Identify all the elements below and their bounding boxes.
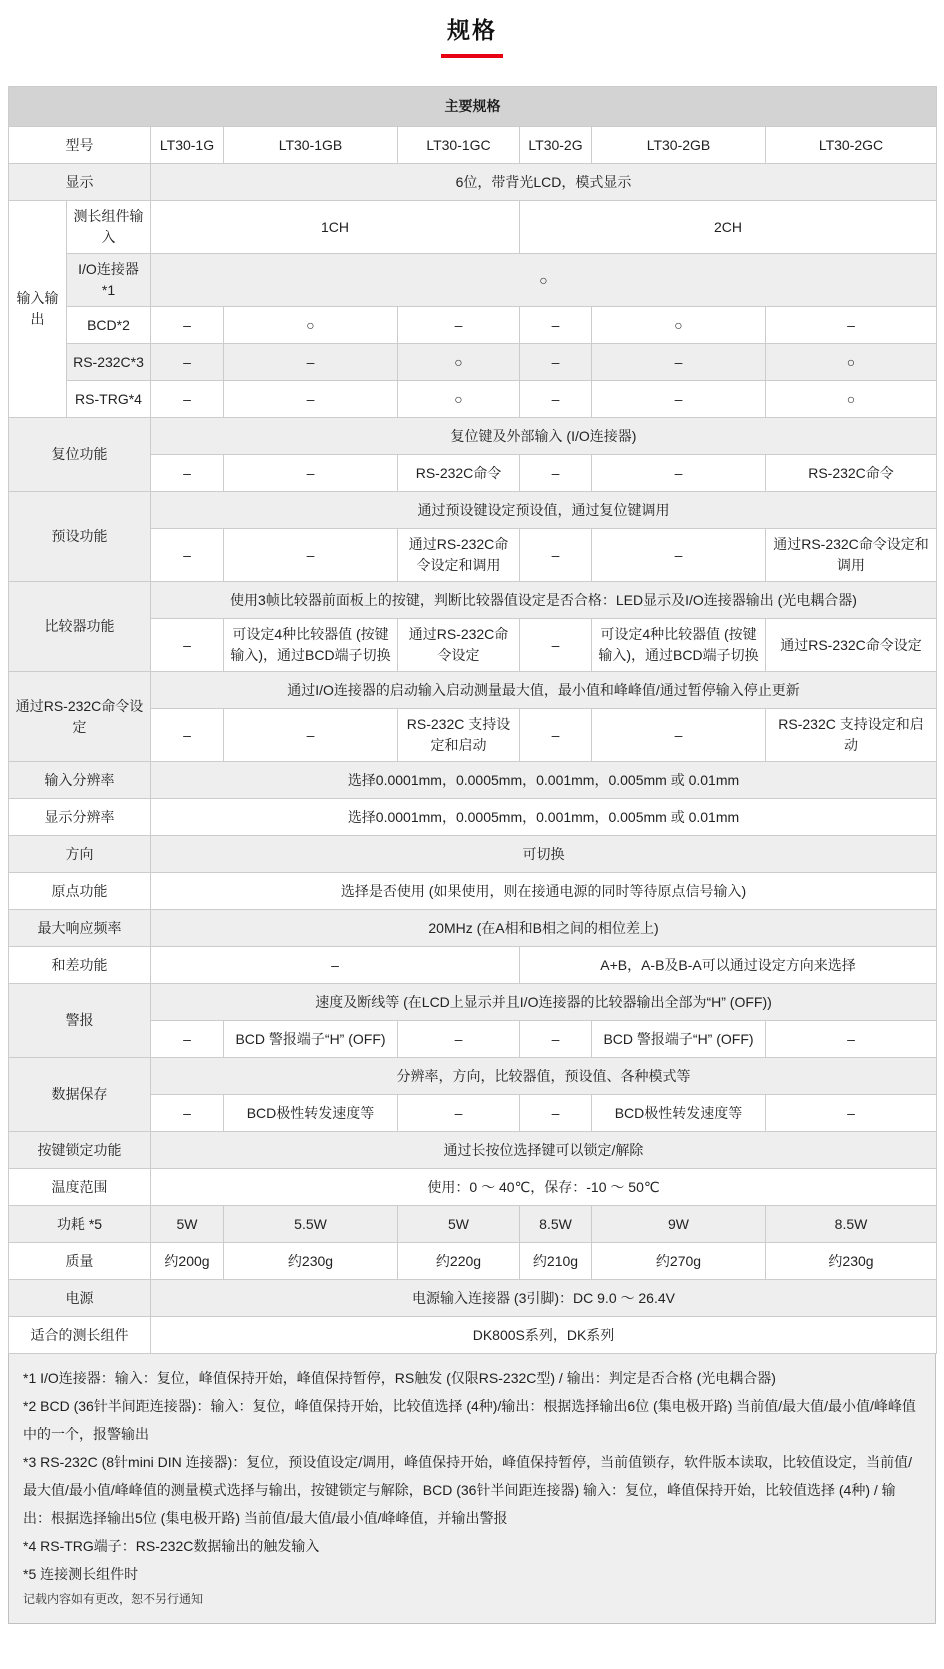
table-cell: ○: [766, 381, 937, 418]
table-cell: 2CH: [520, 201, 937, 254]
table-cell: –: [151, 307, 224, 344]
row-sublabel: BCD*2: [67, 307, 151, 344]
title-underline: [441, 54, 503, 58]
table-cell: RS-232C 支持设定和启动: [766, 709, 937, 762]
page-title: 规格: [447, 17, 497, 43]
table-row: [9, 984, 937, 1021]
table-cell: –: [151, 1021, 224, 1058]
table-cell: –: [520, 344, 592, 381]
row-label: 复位功能: [9, 418, 151, 492]
table-cell: –: [592, 529, 766, 582]
table-row: [9, 1206, 937, 1243]
table-cell: 选择0.0001mm，0.0005mm，0.001mm，0.005mm 或 0.01mm: [151, 799, 937, 836]
row-sublabel: 测长组件输入: [67, 201, 151, 254]
row-label: 质量: [9, 1243, 151, 1280]
footnote-line: *2 BCD (36针半间距连接器)：输入：复位，峰值保持开始，比较值选择 (4种)/输出：根据选择输出6位 (集电极开路) 当前值/最大值/最小值/峰峰值中的一个，报警输出: [23, 1398, 916, 1442]
table-row: [9, 1132, 937, 1169]
footnote-line: *5 连接测长组件时: [23, 1566, 139, 1582]
row-label: 预设功能: [9, 492, 151, 582]
footnote-line: *4 RS-TRG端子：RS-232C数据输出的触发输入: [23, 1538, 320, 1554]
table-cell: ○: [224, 307, 398, 344]
table-cell: 5.5W: [224, 1206, 398, 1243]
table-cell: –: [398, 1021, 520, 1058]
table-cell: RS-232C命令: [398, 455, 520, 492]
table-cell: 通过长按位选择键可以锁定/解除: [151, 1132, 937, 1169]
table-cell: 通过RS-232C命令设定和调用: [398, 529, 520, 582]
table-cell: 使用3帧比较器前面板上的按键，判断比较器值设定是否合格：LED显示及I/O连接器输出 (光电耦合器): [151, 582, 937, 619]
table-cell: 约220g: [398, 1243, 520, 1280]
table-row: [9, 344, 937, 381]
table-cell: –: [520, 455, 592, 492]
table-cell: BCD极性转发速度等: [592, 1095, 766, 1132]
table-cell: 通过预设键设定预设值，通过复位键调用: [151, 492, 937, 529]
table-cell: –: [520, 307, 592, 344]
row-sublabel: I/O连接器 *1: [67, 254, 151, 307]
row-label: 最大响应频率: [9, 910, 151, 947]
table-cell: –: [224, 529, 398, 582]
table-cell: –: [766, 307, 937, 344]
table-row: [9, 201, 937, 254]
table-cell: DK800S系列，DK系列: [151, 1317, 937, 1354]
table-row: [9, 1243, 937, 1280]
table-cell: 8.5W: [766, 1206, 937, 1243]
table-cell: 约200g: [151, 1243, 224, 1280]
table-cell: 通过RS-232C命令设定: [398, 619, 520, 672]
row-label: 原点功能: [9, 873, 151, 910]
table-cell: –: [398, 307, 520, 344]
table-cell: 9W: [592, 1206, 766, 1243]
row-label: 显示: [9, 164, 151, 201]
table-cell: 1CH: [151, 201, 520, 254]
row-label: 电源: [9, 1280, 151, 1317]
table-cell: A+B，A-B及B-A可以通过设定方向来选择: [520, 947, 937, 984]
row-label: 和差功能: [9, 947, 151, 984]
row-label: 输入分辨率: [9, 762, 151, 799]
row-label: 功耗 *5: [9, 1206, 151, 1243]
row-label: 比较器功能: [9, 582, 151, 672]
row-label: 显示分辨率: [9, 799, 151, 836]
row-sublabel: RS-TRG*4: [67, 381, 151, 418]
table-cell: LT30-2G: [520, 127, 592, 164]
table-cell: 电源输入连接器 (3引脚)：DC 9.0 ～ 26.4V: [151, 1280, 937, 1317]
table-cell: 通过RS-232C命令设定: [766, 619, 937, 672]
table-cell: –: [151, 709, 224, 762]
table-row: [9, 762, 937, 799]
table-row: [9, 418, 937, 455]
table-row: [9, 910, 937, 947]
row-label-group: 输入输出: [9, 201, 67, 418]
table-section-header: 主要规格: [9, 87, 937, 127]
table-cell: ○: [398, 344, 520, 381]
table-cell: –: [592, 455, 766, 492]
table-cell: LT30-1G: [151, 127, 224, 164]
table-cell: ○: [398, 381, 520, 418]
row-label: 通过RS-232C命令设定: [9, 672, 151, 762]
table-cell: ○: [151, 254, 937, 307]
table-row: [9, 164, 937, 201]
table-cell: –: [151, 1095, 224, 1132]
table-cell: 5W: [151, 1206, 224, 1243]
table-cell: 复位键及外部输入 (I/O连接器): [151, 418, 937, 455]
table-cell: –: [224, 455, 398, 492]
table-cell: RS-232C命令: [766, 455, 937, 492]
table-cell: –: [592, 344, 766, 381]
row-label: 按键锁定功能: [9, 1132, 151, 1169]
table-cell: –: [151, 455, 224, 492]
table-cell: –: [151, 344, 224, 381]
table-cell: –: [398, 1095, 520, 1132]
row-label: 型号: [9, 127, 151, 164]
spec-table: [8, 86, 937, 1354]
table-cell: –: [520, 709, 592, 762]
table-cell: –: [592, 381, 766, 418]
table-row: [9, 873, 937, 910]
table-cell: –: [151, 529, 224, 582]
table-cell: 约230g: [766, 1243, 937, 1280]
table-cell: 分辨率，方向，比较器值，预设值、各种模式等: [151, 1058, 937, 1095]
table-cell: LT30-1GB: [224, 127, 398, 164]
table-row: [9, 582, 937, 619]
table-row: [9, 1169, 937, 1206]
table-cell: –: [766, 1021, 937, 1058]
table-cell: LT30-2GB: [592, 127, 766, 164]
table-cell: –: [520, 529, 592, 582]
table-cell: 通过I/O连接器的启动输入启动测量最大值，最小值和峰峰值/通过暂停输入停止更新: [151, 672, 937, 709]
table-cell: 约210g: [520, 1243, 592, 1280]
table-cell: 可设定4种比较器值 (按键输入)，通过BCD端子切换: [224, 619, 398, 672]
table-cell: 选择0.0001mm，0.0005mm，0.001mm，0.005mm 或 0.01mm: [151, 762, 937, 799]
footnote-line: *1 I/O连接器：输入：复位，峰值保持开始，峰值保持暂停，RS触发 (仅限RS-232C型) / 输出：判定是否合格 (光电耦合器): [23, 1370, 776, 1386]
row-label: 方向: [9, 836, 151, 873]
table-row: [9, 1280, 937, 1317]
table-cell: 可切换: [151, 836, 937, 873]
table-cell: RS-232C 支持设定和启动: [398, 709, 520, 762]
table-cell: –: [224, 344, 398, 381]
table-cell: 选择是否使用 (如果使用，则在接通电源的同时等待原点信号输入): [151, 873, 937, 910]
table-cell: –: [766, 1095, 937, 1132]
table-row: [9, 127, 937, 164]
table-cell: –: [520, 1021, 592, 1058]
table-cell: –: [224, 381, 398, 418]
table-cell: LT30-2GC: [766, 127, 937, 164]
table-cell: 8.5W: [520, 1206, 592, 1243]
table-row: [9, 254, 937, 307]
table-cell: 6位，带背光LCD，模式显示: [151, 164, 937, 201]
table-cell: –: [151, 381, 224, 418]
table-cell: –: [151, 947, 520, 984]
table-cell: BCD极性转发速度等: [224, 1095, 398, 1132]
table-cell: ○: [592, 307, 766, 344]
table-row: [9, 87, 937, 127]
table-cell: –: [520, 1095, 592, 1132]
table-row: [9, 672, 937, 709]
table-cell: –: [520, 619, 592, 672]
footnote-line: *3 RS-232C (8针mini DIN 连接器)：复位，预设值设定/调用，峰值保持开始，峰值保持暂停，当前值锁存，软件版本读取，比较值设定，当前值/最大值/最小值/峰峰值的测量模式选择与输出，按键锁定与解除，BCD (36针半间距连接器) 输入：复位，峰值保持开始，比较值选择 (4种) / 输出：根据选择输出5位 (集电极开路) 当前值/最大值/最小值/峰峰值，并输出警报: [23, 1454, 913, 1526]
table-cell: –: [224, 709, 398, 762]
footnotes-box: [8, 1354, 936, 1624]
disclaimer-note: 记载内容如有更改，恕不另行通知: [23, 1592, 204, 1606]
table-cell: –: [151, 619, 224, 672]
row-label: 警报: [9, 984, 151, 1058]
table-cell: 约270g: [592, 1243, 766, 1280]
table-cell: 可设定4种比较器值 (按键输入)，通过BCD端子切换: [592, 619, 766, 672]
title-block: [8, 8, 936, 58]
row-label: 适合的测长组件: [9, 1317, 151, 1354]
table-cell: –: [520, 381, 592, 418]
table-cell: 20MHz (在A相和B相之间的相位差上): [151, 910, 937, 947]
table-row: [9, 836, 937, 873]
table-cell: ○: [766, 344, 937, 381]
table-cell: LT30-1GC: [398, 127, 520, 164]
table-cell: –: [592, 709, 766, 762]
table-cell: 通过RS-232C命令设定和调用: [766, 529, 937, 582]
table-cell: 速度及断线等 (在LCD上显示并且I/O连接器的比较器输出全部为“H” (OFF)): [151, 984, 937, 1021]
table-cell: 约230g: [224, 1243, 398, 1280]
table-row: [9, 492, 937, 529]
table-row: [9, 1317, 937, 1354]
table-row: [9, 307, 937, 344]
row-label: 温度范围: [9, 1169, 151, 1206]
table-row: [9, 1058, 937, 1095]
row-sublabel: RS-232C*3: [67, 344, 151, 381]
table-row: [9, 381, 937, 418]
table-cell: BCD 警报端子“H” (OFF): [224, 1021, 398, 1058]
table-row: [9, 799, 937, 836]
row-label: 数据保存: [9, 1058, 151, 1132]
table-cell: 使用：0 ～ 40℃，保存：-10 ～ 50℃: [151, 1169, 937, 1206]
table-cell: 5W: [398, 1206, 520, 1243]
table-cell: BCD 警报端子“H” (OFF): [592, 1021, 766, 1058]
table-row: [9, 947, 937, 984]
